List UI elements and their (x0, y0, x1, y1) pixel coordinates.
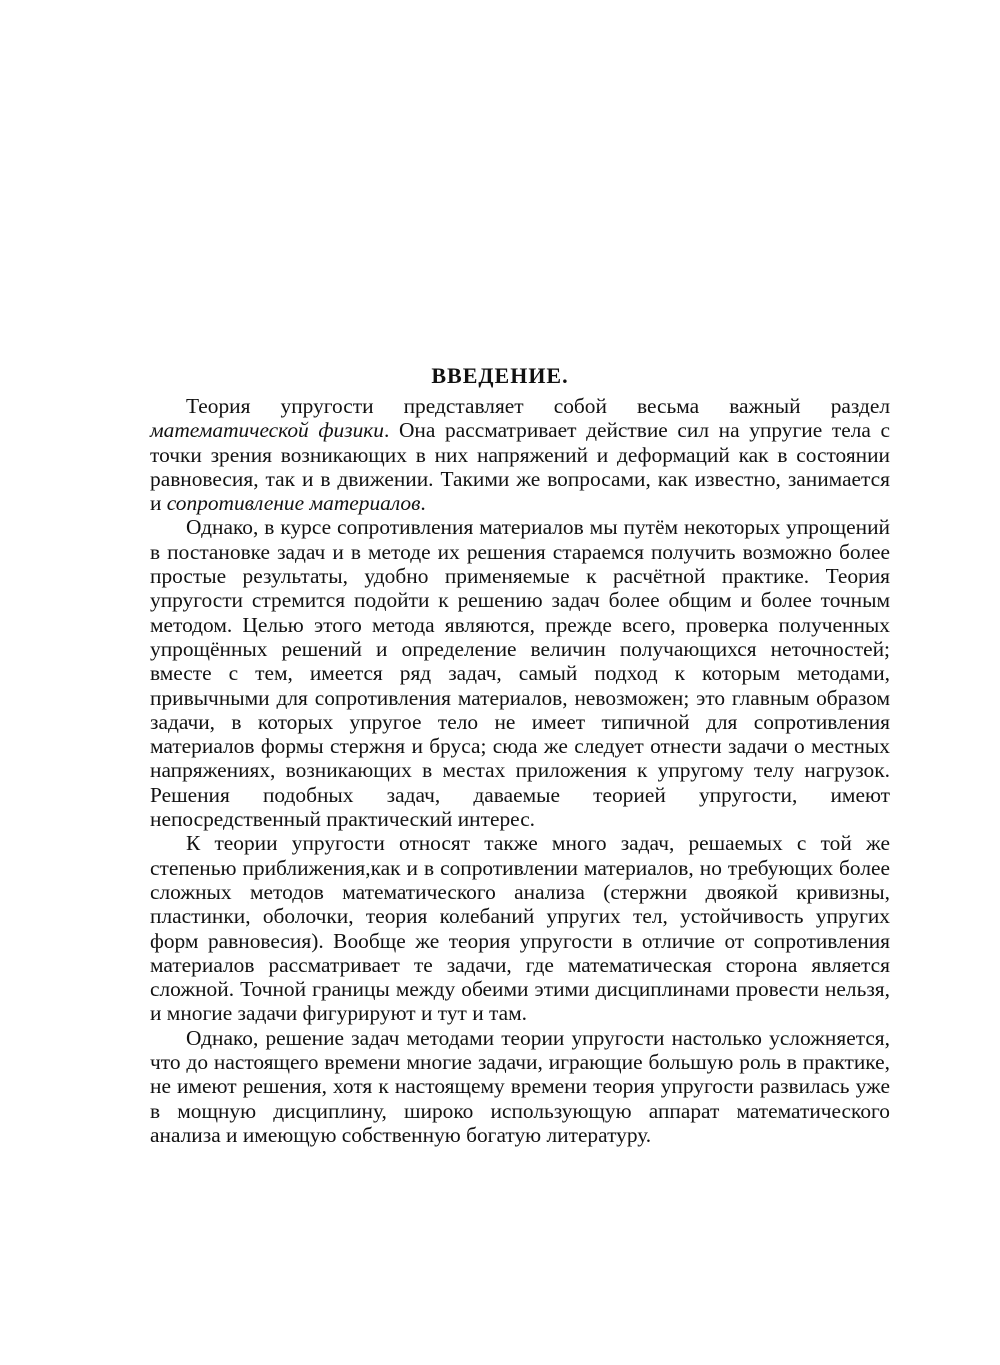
paragraph-4: Однако, решение задач методами теории упругости настолько усложняется, что до настоящего времени многие задачи, играющие большую роль в практике, не имеют решения, хотя к настоящему времени теория упругости развилась уже в мощную дисциплину, широко использующую аппарат математического анализа и имеющую собственную богатую литературу. (150, 1025, 890, 1147)
paragraph-1-text-a: Теория упругости представляет собой весьма важный раздел (186, 394, 890, 418)
body-text (150, 394, 890, 1147)
chapter-heading: ВВЕДЕНИЕ. (431, 362, 569, 388)
paragraph-1-emphasis-math-physics: математической физики (150, 418, 384, 443)
paragraph-1-text-b: . Она рассматривает действие сил на упругие тела с точки зрения возникающих в них напряжений и деформаций как в состоянии равновесия, так и в движении. Такими же вопросами, как известно, занимается и (150, 418, 890, 516)
paragraph-1-text-c: . (420, 491, 426, 516)
paragraph-3: К теории упругости относят также много задач, решаемых с той же степенью приближения,как и в сопротивлении материалов, но требующих более сложных методов математического анализа (стержни двоякой кривизны, пластинки, оболочки, теория колебаний упругих тел, устойчивость упругих форм равновесия). Вообще же теория упругости в отличие от сопротивления материалов рассматривает те задачи, где математическая сторона является сложной. Точной границы между обеими этими дисциплинами провести нельзя, и многие задачи фигурируют и тут и там. (150, 831, 890, 1026)
paragraph-1-emphasis-strength-of-materials: сопротивление материалов (166, 491, 421, 516)
paragraph-1 (150, 394, 890, 515)
paragraph-2: Однако, в курсе сопротивления материалов мы путём некоторых упрощений в постановке задач и в методе их решения стараемся получить возможно более простые результаты, удобно применяемые к расчётной практике. Теория упругости стремится подойти к решению задач более общим и более точным методом. Целью этого метода являются, прежде всего, проверка полученных упрощённых решений и определение величин получающихся неточностей; вместе с тем, имеется ряд задач, самый подход к которым методами, привычными для сопротивления материалов, невозможен; это главным образом задачи, в которых упругое тело не имеет типичной для сопротивления материалов формы стержня и бруса; сюда же следует отнести задачи о местных напряжениях, возникающих в местах приложения к упругому телу нагрузок. Решения подобных задач, даваемые теорией упругости, имеют непосредственный практический интерес. (150, 515, 890, 832)
